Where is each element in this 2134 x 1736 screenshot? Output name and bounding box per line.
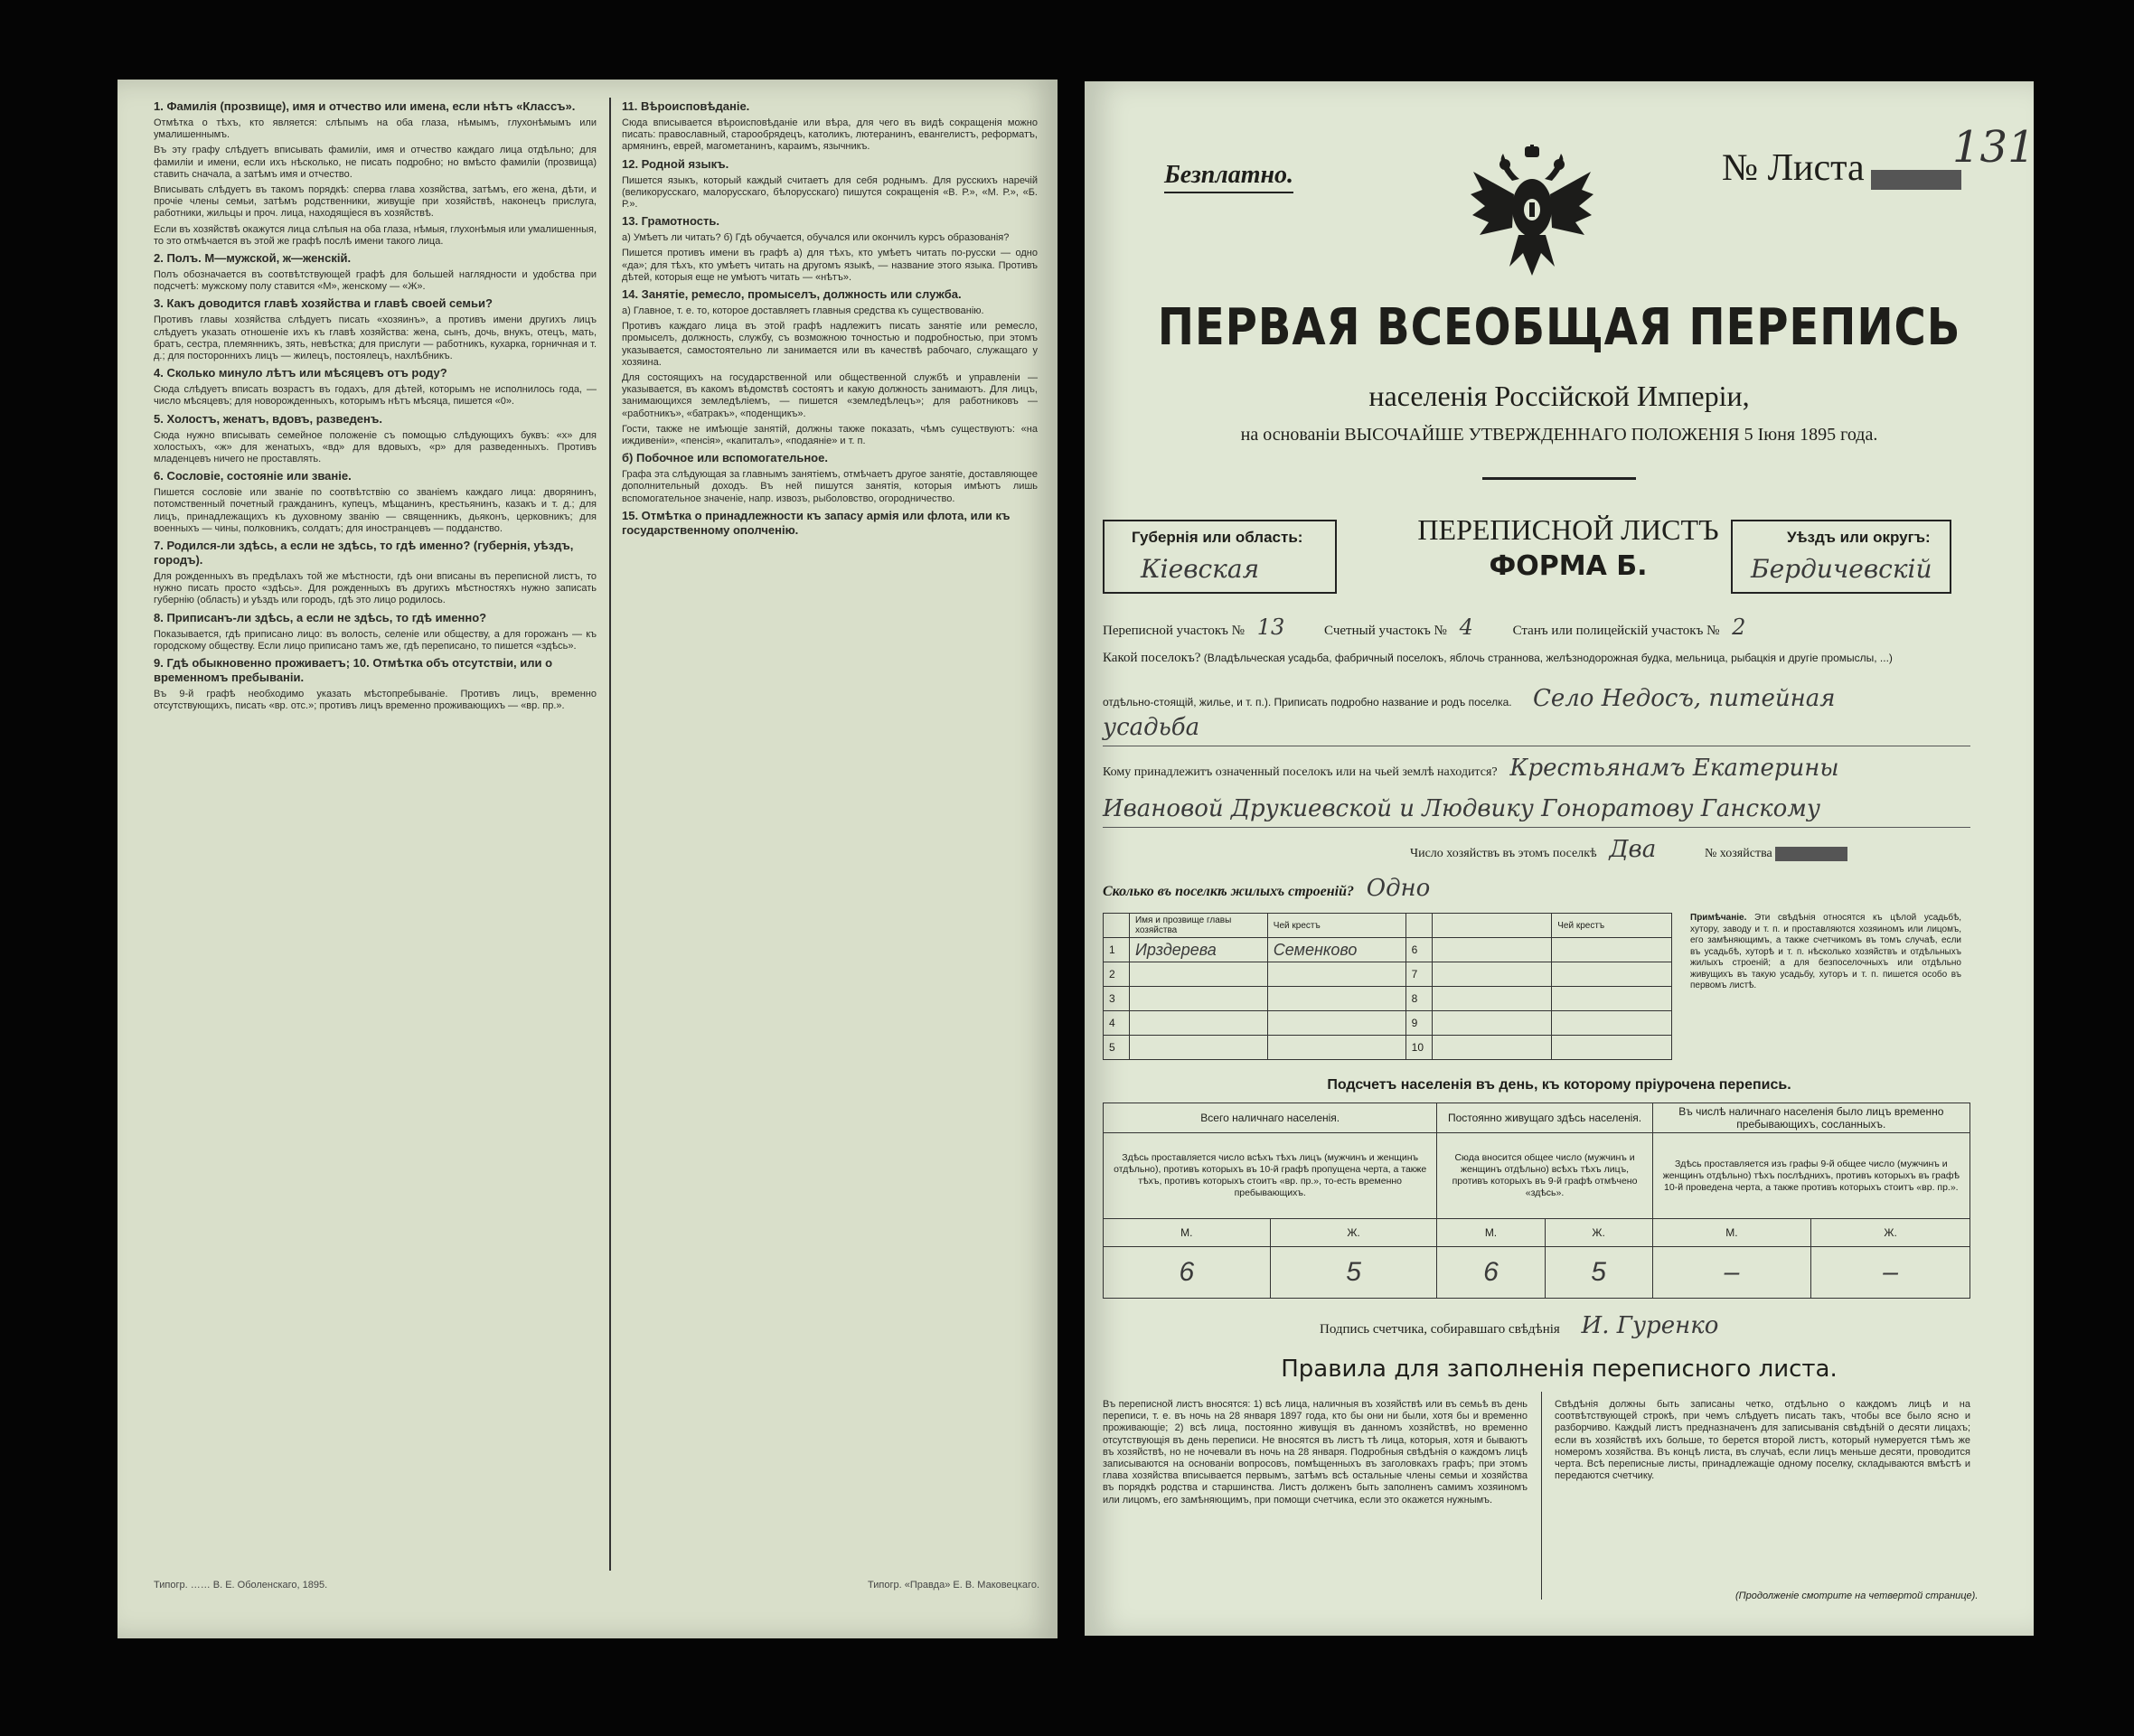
instruction-paragraph: Для рожденныхъ въ предѣлахъ той же мѣстности, гдѣ они вписаны въ переписной листъ, то нужно писать просто «здѣсь». Для рожденныхъ въ другихъ мѣстностяхъ нужно записать губернію (область) и уѣздъ или городъ, гдѣ это лицо родилось.: [154, 571, 597, 606]
population-table: [1103, 1103, 1970, 1299]
population-col-header: Всего наличнаго населенія.: [1104, 1103, 1437, 1133]
buildings-cell-val: [1267, 1011, 1405, 1036]
instruction-paragraph: Отмѣтка о тѣхъ, кто является: слѣпымъ на оба глаза, нѣмымъ, глухонѣмымъ или умалишеннымъ.: [154, 117, 597, 141]
owner-row: [1103, 755, 1988, 782]
instruction-paragraph: Если въ хозяйствѣ окажутся лица слѣпыя на оба глаза, нѣмыя, глухонѣмыя или умалишенныя, то это отмѣчается въ этой же графѣ послѣ имени такого лица.: [154, 223, 597, 247]
instruction-paragraph: 6. Сословіе, состояніе или званіе.: [154, 469, 352, 483]
governorate-value: Кіевская: [1141, 554, 1260, 584]
settlement-row-2: [1103, 685, 1970, 712]
population-table-sex-labels: [1104, 1219, 1970, 1247]
instruction-paragraph: 12. Родной языкъ.: [622, 156, 729, 171]
owner-label: Кому принадлежитъ означенный поселокъ или на чьей землѣ находится?: [1103, 765, 1498, 779]
settlement-label: Какой поселокъ?: [1103, 651, 1201, 665]
buildings-cell-n1: 5: [1104, 1036, 1130, 1060]
signature-value: И. Гуренко: [1581, 1312, 1719, 1339]
buildings-cell-val: [1267, 1036, 1405, 1060]
owner-value-2: Ивановой Друкиевской и Людвику Гоноратову Ганскому: [1103, 795, 1820, 822]
instruction-paragraph: 15. Отмѣтка о принадлежности къ запасу армія или флота, или къ государственному ополченію.: [622, 508, 1011, 537]
buildings-cell-n1: 3: [1104, 987, 1130, 1011]
buildings-row: [1104, 1011, 1672, 1036]
male-label: М.: [1652, 1219, 1811, 1247]
households-label: Число хозяйствъ въ этомъ поселкѣ: [1410, 847, 1597, 860]
buildings-cell-empty: [1432, 962, 1552, 987]
instruction-paragraph: Для состоящихъ на государственной или общественной службѣ и управленіи — указывается, въ какомъ вѣдомствѣ состоятъ и какую должность занимаютъ. Для лицъ, занимающихся земледѣліемъ, — пишется «земледѣлецъ»; для работниковъ — «работникъ», «батракъ», «поденщикъ».: [622, 372, 1038, 419]
male-label: М.: [1104, 1219, 1271, 1247]
free-label: Безплатно.: [1164, 161, 1293, 193]
households-row: [1410, 836, 1988, 863]
buildings-label: Сколько въ поселкѣ жилыхъ строеній?: [1103, 884, 1354, 899]
buildings-header-val-2: Чей крестъ: [1552, 914, 1672, 938]
instruction-paragraph: 2. Полъ. М—мужской, ж—женскій.: [154, 251, 352, 266]
census-section-label: Переписной участокъ №: [1103, 624, 1245, 638]
instruction-paragraph: 7. Родился-ли здѣсь, а если не здѣсь, то гдѣ именно? (губернія, уѣздъ, городъ).: [154, 539, 574, 568]
form-subtitle: ФОРМА Б.: [1489, 550, 1648, 582]
instruction-paragraph: Пишется языкъ, который каждый считаетъ для себя роднымъ. Для русскихъ наречій (великорусскаго, малорусскаго, бѣлорусскаго) пишутся сокращенія «В. Р.», «М. Р.», «Б. Р.».: [622, 174, 1038, 211]
buildings-cell-empty: [1432, 1011, 1552, 1036]
household-no-box: [1775, 847, 1847, 861]
buildings-header-val: Чей крестъ: [1267, 914, 1405, 938]
sheet-number-label: № Листа: [1722, 147, 1865, 189]
continued-note: (Продолженіе смотрите на четвертой странице).: [1735, 1591, 1979, 1601]
left-instructions-page: [118, 80, 1058, 1638]
buildings-cell-val2: [1552, 987, 1672, 1011]
decree-line: на основаніи ВЫСОЧАЙШЕ УТВЕРЖДЕННАГО ПОЛОЖЕНІЯ 5 Іюня 1895 года.: [1240, 425, 1878, 445]
settlement-value: Село Недосъ, питейная: [1532, 685, 1836, 712]
buildings-cell-n2: 9: [1405, 1011, 1432, 1036]
handwritten-sheet-number: 131: [1952, 122, 2035, 173]
instruction-paragraph: 8. Приписанъ-ли здѣсь, а если не здѣсь, то гдѣ именно?: [154, 610, 487, 624]
population-col-header: Постоянно живущаго здѣсь населенія.: [1437, 1103, 1652, 1133]
population-col-description: Здѣсь проставляется изъ графы 9-й общее число (мужчинъ и женщинъ отдѣльно) тѣхъ послѣднихъ, противъ которыхъ въ графѣ 10-й проведена черта, а также противъ которыхъ стоитъ «вр. пр.».: [1652, 1133, 1969, 1219]
instruction-paragraph: 9. Гдѣ обыкновенно проживаетъ; 10. Отмѣтка объ отсутствіи, или о временномъ пребываніи.: [154, 656, 553, 685]
police-section-value: 2: [1732, 615, 1746, 640]
census-section-value: 13: [1256, 615, 1285, 640]
buildings-cell-n2: 6: [1405, 938, 1432, 962]
instruction-paragraph: а) Главное, т. е. то, которое доставляетъ главныя средства къ существованію.: [622, 305, 984, 317]
buildings-cell-name: [1129, 1036, 1267, 1060]
male-count: –: [1652, 1247, 1811, 1299]
household-no-label: № хозяйства: [1704, 847, 1772, 860]
note-label: Примѣчаніе.: [1690, 913, 1747, 923]
rules-column-2: [1555, 1399, 1970, 1584]
note-text: Эти свѣдѣнія относятся къ цѣлой усадьбѣ, хутору, заводу и т. п. и проставляются хозяиномъ или лицомъ, его замѣняющимъ, а также счетчикомъ въ томъ случаѣ, если въ усадьбѣ, хуторѣ и т. п. нѣсколько хозяйствъ и отдѣльныхъ жилыхъ строеній; а для безпоселочныхъ или отдѣльно живущихъ въ такую усадьбу, хуторъ и т. п. пишется особо въ первомъ листѣ.: [1690, 913, 1961, 990]
settlement-value-2: усадьба: [1103, 714, 1200, 741]
buildings-cell-empty: [1432, 1036, 1552, 1060]
buildings-cell-val2: [1552, 962, 1672, 987]
section-numbers-row: [1103, 615, 1970, 640]
census-subtitle: населенія Россійской Имперіи,: [1368, 380, 1750, 412]
population-col-header: Въ числѣ наличнаго населенія было лицъ временно пребывающихъ, сосланныхъ.: [1652, 1103, 1969, 1133]
instruction-paragraph: Сюда слѣдуетъ вписать возрастъ въ годахъ, для дѣтей, которымъ не исполнилось года, — число мѣсяцевъ; для новорожденныхъ, которымъ нѣтъ мѣсяца, пишется «0».: [154, 384, 597, 408]
instruction-paragraph: Показывается, гдѣ приписано лицо: въ волость, селеніе или обществу, а для горожанъ — къ городскому обществу. Если лицо приписано тамъ же, гдѣ переписано, то пишется «здѣсь».: [154, 628, 597, 652]
buildings-cell-name: [1129, 962, 1267, 987]
instruction-paragraph: 4. Сколько минуло лѣтъ или мѣсяцевъ отъ роду?: [154, 366, 447, 380]
buildings-table-header: [1104, 914, 1672, 938]
buildings-cell-val: Семенково: [1267, 938, 1405, 962]
buildings-cell-n1: 2: [1104, 962, 1130, 987]
buildings-cell-n2: 10: [1405, 1036, 1432, 1060]
buildings-cell-n2: 7: [1405, 962, 1432, 987]
buildings-cell-n1: 1: [1104, 938, 1130, 962]
owner-underline: [1103, 827, 1970, 828]
instruction-paragraph: Сюда вписывается вѣроисповѣданіе или вѣра, для чего въ видѣ сокращенія можно писать: православный, старообрядецъ, католикъ, лютеранинъ, евангелистъ, реформатъ, армянинъ, еврей, магометанинъ, караимъ, язычникъ.: [622, 117, 1038, 153]
buildings-cell-name: [1129, 1011, 1267, 1036]
instruction-paragraph: Вписывать слѣдуетъ въ такомъ порядкѣ: сперва глава хозяйства, затѣмъ, его жена, дѣти, и прочіе члены семьи, затѣмъ родственники, живущіе при хозяйствѣ, наконецъ прислуга, работники, жильцы и проч. лица, находящіеся въ хозяйствѣ.: [154, 184, 597, 220]
buildings-header-name: Имя и прозвище главы хозяйства: [1129, 914, 1267, 938]
buildings-cell-val2: [1552, 938, 1672, 962]
district-label: Уѣздъ или округъ:: [1787, 529, 1931, 546]
district-box: [1731, 520, 1951, 594]
instruction-paragraph: Полъ обозначается въ соотвѣтствующей графѣ для большей наглядности и удобства при подсчетѣ: мужскому полу ставится «М», женскому — «Ж».: [154, 269, 597, 293]
governorate-label: Губернія или область:: [1132, 529, 1303, 546]
right-column-footer: Типогр. «Правда» Е. В. Маковецкаго.: [868, 1580, 1039, 1591]
instruction-paragraph: Сюда нужно вписывать семейное положеніе съ помощью слѣдующихъ буквъ: «х» для холостыхъ, «ж» для женатыхъ, «вд» для вдовыхъ, «р» для разведенныхъ. Противъ младенцевъ ничего не проставлять.: [154, 429, 597, 465]
buildings-note: [1690, 913, 1961, 992]
buildings-cell-n1: 4: [1104, 1011, 1130, 1036]
female-count: 5: [1270, 1247, 1437, 1299]
male-count: 6: [1104, 1247, 1271, 1299]
buildings-cell-val2: [1552, 1036, 1672, 1060]
female-count: –: [1811, 1247, 1970, 1299]
rules-text-1: Въ переписной листъ вносятся: 1) всѣ лица, наличныя въ хозяйствѣ или въ семьѣ въ день переписи, т. е. въ ночь на 28 января 1897 года, кто бы они ни были, хотя бы и временно проживающіе; 2) всѣ лица, постоянно живущія въ данномъ хозяйствѣ, но временно отсутствующія въ день переписи. Не вносятся въ листъ тѣ лица, которыя, хотя и бываютъ въ хозяйствѣ, но не ночевали въ ночь на 28 января. Подробныя свѣдѣнія о каждомъ лицѣ записываются на основаніи вопросовъ, помѣщенныхъ въ заголовкахъ графъ; при этомъ глава хозяйства вписывается первымъ, затѣмъ всѣ остальные члены семьи и хозяйства въ порядкѣ родства и старшинства. Листъ долженъ быть заполненъ самимъ хозяиномъ или лицомъ, его замѣняющимъ, при помощи счетчика, если это окажется нужнымъ.: [1103, 1399, 1528, 1506]
form-title-block: [1347, 513, 1790, 582]
right-column-instructions: [622, 99, 1038, 1572]
settlement-row: [1103, 651, 1970, 666]
buildings-row: [1104, 1036, 1672, 1060]
census-title: ПЕРВАЯ ВСЕОБЩАЯ ПЕРЕПИСЬ: [1157, 298, 1961, 357]
governorate-box: [1103, 520, 1337, 594]
buildings-row: [1104, 938, 1672, 962]
population-table-headers: [1104, 1103, 1970, 1133]
buildings-cell-n2: 8: [1405, 987, 1432, 1011]
left-column-instructions: [154, 99, 597, 1572]
instruction-paragraph: Противъ главы хозяйства слѣдуетъ писать «хозяинъ», а противъ имени другихъ лицъ слѣдуетъ указать отношеніе ихъ къ главѣ хозяйства: жена, сынъ, дочь, внукъ, отецъ, мать, братъ, сестра, племянникъ, зять, невѣстка; для прислуги — работникъ, кухарка, горничная и т. д.; для постороннихъ лицъ — жилецъ, постоялецъ, нахлѣбникъ.: [154, 314, 597, 362]
settlement-hint: (Владѣльческая усадьба, фабричный поселокъ, яблочь страннова, желѣзнодорожная будка, мельница, рыбацкія и другіе промыслы, ...): [1203, 652, 1893, 664]
instruction-paragraph: Въ эту графу слѣдуетъ вписывать фамиліи, имя и отчество каждаго лица отдѣльно; для фамиліи и имени, если ихъ нѣсколько, не писать подробно; но вмѣсто фамиліи (прозвища) ставить сначала, а затѣмъ имя и отчество.: [154, 145, 597, 180]
district-value: Бердичевскій: [1751, 554, 1932, 584]
left-page-footer: Типогр. …… В. Е. Оболенскаго, 1895.: [154, 1580, 328, 1591]
female-label: Ж.: [1545, 1219, 1652, 1247]
sheet-number-box: [1871, 170, 1961, 190]
instruction-paragraph: 3. Какъ доводится главѣ хозяйства и главѣ своей семьи?: [154, 296, 493, 311]
settlement-hint-2: отдѣльно-стоящій, жилье, и т. п.). Приписать подробно название и родъ поселка.: [1103, 696, 1512, 708]
buildings-cell-empty: [1432, 938, 1552, 962]
rules-title: Правила для заполненія переписного листа.: [1281, 1356, 1838, 1383]
instruction-paragraph: Пишется сословіе или званіе по соотвѣтствію со званіемъ каждаго лица: дворянинъ, потомственный почетный гражданинъ, купецъ, мѣщанинъ, крестьянинъ, казакъ и т. д.; для лицъ, принадлежащихъ къ духовному званію — священникъ, дьяконъ, церковникъ; для военныхъ — чины, полковникъ, солдатъ; для иностранцевъ — подданство.: [154, 487, 597, 534]
instruction-paragraph: Графа эта слѣдующая за главнымъ занятіемъ, отмѣчаетъ другое занятіе, доставляющее дополнительный доходъ. Въ ней пишутся занятія, которыя имѣютъ лишь вспомогательное значеніе, напр. извозъ, рыболовство, огородничество.: [622, 469, 1038, 504]
census-form-page: [1085, 81, 2034, 1636]
buildings-cell-val2: [1552, 1011, 1672, 1036]
owner-value-1: Крестьянамъ Екатерины: [1509, 755, 1839, 782]
female-label: Ж.: [1270, 1219, 1437, 1247]
male-label: М.: [1437, 1219, 1545, 1247]
instruction-paragraph: Противъ каждаго лица въ этой графѣ надлежитъ писать занятіе или ремесло, промыселъ, должность, службу, съ возможною точностью и подробностью, при этомъ указывается, самостоятельно ли занимается или въ качествѣ рабочаго, служащаго у хозяина.: [622, 321, 1038, 368]
rules-text-2: Свѣдѣнія должны быть записаны четко, отдѣльно о каждомъ лицѣ и на соотвѣтствующей строкѣ, при чемъ слѣдуетъ писать такъ, чтобы все было ясно и разборчиво. Каждый листъ предназначенъ для записыванія свѣдѣній о десяти лицахъ; если въ хозяйствѣ ихъ больше, то берется второй листъ, который нумеруется тѣмъ же номеромъ хозяйства. Въ концѣ листа, въ случаѣ, если лицъ меньше десяти, проводится черта. Всѣ переписные листы, принадлежащіе одному поселку, складываются вмѣстѣ и передаются счетчику.: [1555, 1399, 1970, 1482]
buildings-value: Одно: [1366, 875, 1431, 902]
count-section-label: Счетный участокъ №: [1324, 624, 1447, 638]
instruction-paragraph: а) Умѣетъ ли читать? б) Гдѣ обучается, обучался или окончилъ курсъ образованія?: [622, 232, 1010, 244]
female-label: Ж.: [1811, 1219, 1970, 1247]
instruction-paragraph: 1. Фамилія (прозвище), имя и отчество или имена, если нѣтъ «Классъ».: [154, 99, 576, 113]
buildings-row: [1104, 987, 1672, 1011]
buildings-cell-name: [1129, 987, 1267, 1011]
double-headed-eagle-emblem: [1469, 145, 1595, 280]
population-table-values: [1104, 1247, 1970, 1299]
instruction-paragraph: б) Побочное или вспомогательное.: [622, 451, 828, 465]
title-divider: [1482, 477, 1636, 480]
buildings-header-name-2: [1432, 914, 1552, 938]
rules-column-1: [1103, 1399, 1528, 1593]
instruction-paragraph: 5. Холостъ, женатъ, вдовъ, разведенъ.: [154, 411, 382, 426]
buildings-cell-val: [1267, 962, 1405, 987]
population-count-title: Подсчетъ населенія въ день, къ которому пріурочена перепись.: [1327, 1077, 1791, 1093]
buildings-cell-name: Ирздерева: [1129, 938, 1267, 962]
households-value: Два: [1609, 836, 1657, 863]
instruction-paragraph: 13. Грамотность.: [622, 214, 719, 229]
buildings-row: [1103, 875, 1430, 902]
signature-label: Подпись счетчика, собиравшаго свѣдѣнія: [1320, 1322, 1560, 1337]
buildings-table: [1103, 913, 1672, 1060]
count-section-value: 4: [1459, 615, 1473, 640]
police-section-label: Станъ или полицейскій участокъ №: [1512, 624, 1720, 638]
instruction-paragraph: Гости, также не имѣющіе занятій, должны также показать, чѣмъ существуютъ: «на иждивеніи», «пенсія», «капиталъ», «подаяніе» и т. п.: [622, 423, 1038, 447]
instruction-paragraph: 14. Занятіе, ремесло, промыселъ, должность или служба.: [622, 287, 962, 302]
population-col-description: Здѣсь проставляется число всѣхъ тѣхъ лицъ (мужчинъ и женщинъ отдѣльно), противъ которыхъ въ 10-й графѣ пропущена черта, а также тѣхъ, противъ которыхъ стоитъ «вр. пр.», то-есть временно пребывающихъ.: [1104, 1133, 1437, 1219]
instruction-paragraph: 11. Вѣроисповѣданіе.: [622, 99, 750, 113]
buildings-cell-empty: [1432, 987, 1552, 1011]
population-col-description: Сюда вносится общее число (мужчинъ и женщинъ отдѣльно) всѣхъ тѣхъ лицъ, противъ которыхъ въ 9-й графѣ отмѣчено «здѣсь».: [1437, 1133, 1652, 1219]
population-table-descriptions: [1104, 1133, 1970, 1219]
instruction-paragraph: Пишется противъ имени въ графѣ а) для тѣхъ, кто умѣетъ читать по-русски — одно «да»; для тѣхъ, кто умѣетъ читать на другомъ языкѣ, — название этого языка. Противъ дѣтей, которыя еще не умѣютъ читать — «нѣтъ».: [622, 248, 1038, 283]
instruction-paragraph: Въ 9-й графѣ необходимо указать мѣстопребываніе. Противъ лицъ, временно отсутствующихъ, писать «вр. отс.»; противъ лицъ временно проживающихъ — «вр. пр.».: [154, 689, 597, 712]
female-count: 5: [1545, 1247, 1652, 1299]
buildings-row: [1104, 962, 1672, 987]
column-divider: [609, 98, 611, 1571]
signature-row: [1320, 1312, 1718, 1339]
rules-divider: [1541, 1392, 1542, 1600]
male-count: 6: [1437, 1247, 1545, 1299]
form-title: ПЕРЕПИСНОЙ ЛИСТЪ: [1417, 513, 1719, 546]
buildings-cell-val: [1267, 987, 1405, 1011]
